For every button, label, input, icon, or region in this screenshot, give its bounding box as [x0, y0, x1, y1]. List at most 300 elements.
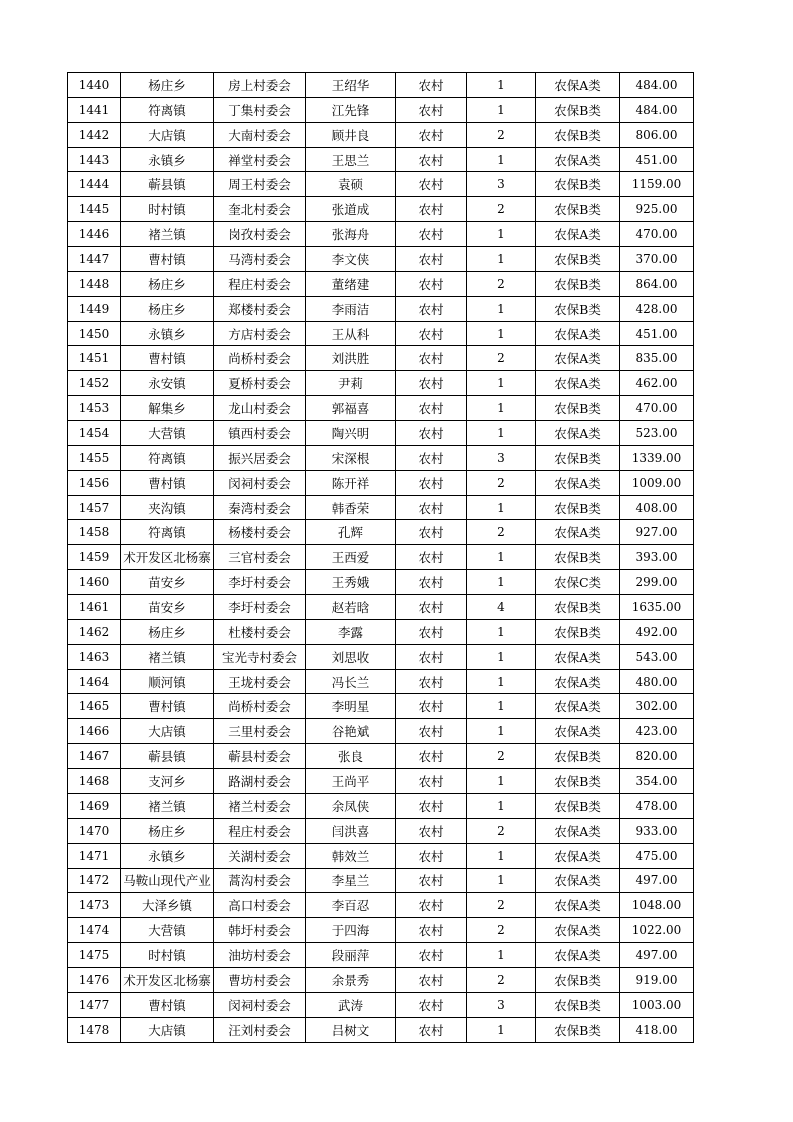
village-committee-cell: 振兴居委会: [214, 445, 306, 470]
township-cell: 大店镇: [121, 1017, 214, 1042]
row-number-cell: 1469: [68, 793, 121, 818]
household-count-cell: 1: [467, 644, 536, 669]
person-name-cell: 李百忍: [306, 893, 396, 918]
household-count-cell: 2: [467, 818, 536, 843]
village-committee-cell: 宝光寺村委会: [214, 644, 306, 669]
residence-type-cell: 农村: [396, 122, 467, 147]
village-committee-cell: 周王村委会: [214, 172, 306, 197]
person-name-cell: 吕树文: [306, 1017, 396, 1042]
residence-type-cell: 农村: [396, 595, 467, 620]
person-name-cell: 王绍华: [306, 73, 396, 98]
insurance-category-cell: 农保A类: [536, 818, 620, 843]
township-cell: 曹村镇: [121, 346, 214, 371]
table-row: [68, 918, 694, 943]
table-row: [68, 868, 694, 893]
township-cell: 杨庄乡: [121, 73, 214, 98]
amount-cell: 806.00: [620, 122, 694, 147]
insurance-category-cell: 农保B类: [536, 1017, 620, 1042]
township-cell: 夹沟镇: [121, 495, 214, 520]
row-number-cell: 1455: [68, 445, 121, 470]
township-cell: 杨庄乡: [121, 271, 214, 296]
insurance-category-cell: 农保B类: [536, 495, 620, 520]
village-committee-cell: 闵祠村委会: [214, 470, 306, 495]
amount-cell: 1003.00: [620, 992, 694, 1017]
village-committee-cell: 丁集村委会: [214, 97, 306, 122]
residence-type-cell: 农村: [396, 868, 467, 893]
township-cell: 大营镇: [121, 918, 214, 943]
residence-type-cell: 农村: [396, 843, 467, 868]
insurance-category-cell: 农保B类: [536, 396, 620, 421]
household-count-cell: 1: [467, 669, 536, 694]
residence-type-cell: 农村: [396, 644, 467, 669]
row-number-cell: 1453: [68, 396, 121, 421]
insurance-category-cell: 农保B类: [536, 619, 620, 644]
township-cell: 大泽乡镇: [121, 893, 214, 918]
residence-type-cell: 农村: [396, 371, 467, 396]
row-number-cell: 1451: [68, 346, 121, 371]
village-committee-cell: 镇西村委会: [214, 421, 306, 446]
insurance-category-cell: 农保A类: [536, 644, 620, 669]
person-name-cell: 张道成: [306, 197, 396, 222]
household-count-cell: 2: [467, 744, 536, 769]
residence-type-cell: 农村: [396, 967, 467, 992]
village-committee-cell: 禅堂村委会: [214, 147, 306, 172]
amount-cell: 1159.00: [620, 172, 694, 197]
residence-type-cell: 农村: [396, 470, 467, 495]
residence-type-cell: 农村: [396, 445, 467, 470]
row-number-cell: 1461: [68, 595, 121, 620]
row-number-cell: 1458: [68, 520, 121, 545]
household-count-cell: 2: [467, 918, 536, 943]
person-name-cell: 刘思收: [306, 644, 396, 669]
table-row: [68, 73, 694, 98]
insurance-category-cell: 农保A类: [536, 943, 620, 968]
table-row: [68, 893, 694, 918]
household-count-cell: 1: [467, 868, 536, 893]
insurance-category-cell: 农保B类: [536, 172, 620, 197]
village-committee-cell: 关湖村委会: [214, 843, 306, 868]
insurance-category-cell: 农保A类: [536, 371, 620, 396]
village-committee-cell: 高口村委会: [214, 893, 306, 918]
residence-type-cell: 农村: [396, 247, 467, 272]
table-row: [68, 97, 694, 122]
insurance-category-cell: 农保B类: [536, 247, 620, 272]
village-committee-cell: 蒿沟村委会: [214, 868, 306, 893]
table-row: [68, 595, 694, 620]
township-cell: 术开发区北杨寨: [121, 967, 214, 992]
person-name-cell: 陈开祥: [306, 470, 396, 495]
township-cell: 时村镇: [121, 943, 214, 968]
insurance-category-cell: 农保A类: [536, 868, 620, 893]
table-row: [68, 943, 694, 968]
insurance-category-cell: 农保B类: [536, 197, 620, 222]
row-number-cell: 1447: [68, 247, 121, 272]
person-name-cell: 宋深根: [306, 445, 396, 470]
table-body: [68, 73, 694, 1043]
amount-cell: 302.00: [620, 694, 694, 719]
row-number-cell: 1473: [68, 893, 121, 918]
village-committee-cell: 房上村委会: [214, 73, 306, 98]
village-committee-cell: 李圩村委会: [214, 570, 306, 595]
table-row: [68, 470, 694, 495]
residence-type-cell: 农村: [396, 396, 467, 421]
household-count-cell: 2: [467, 271, 536, 296]
amount-cell: 492.00: [620, 619, 694, 644]
row-number-cell: 1450: [68, 321, 121, 346]
village-committee-cell: 龙山村委会: [214, 396, 306, 421]
township-cell: 蕲县镇: [121, 172, 214, 197]
row-number-cell: 1446: [68, 222, 121, 247]
household-count-cell: 3: [467, 172, 536, 197]
person-name-cell: 江先锋: [306, 97, 396, 122]
table-row: [68, 346, 694, 371]
row-number-cell: 1467: [68, 744, 121, 769]
row-number-cell: 1459: [68, 545, 121, 570]
household-count-cell: 4: [467, 595, 536, 620]
person-name-cell: 孔辉: [306, 520, 396, 545]
village-committee-cell: 秦湾村委会: [214, 495, 306, 520]
person-name-cell: 韩香荣: [306, 495, 396, 520]
insurance-category-cell: 农保A类: [536, 694, 620, 719]
amount-cell: 393.00: [620, 545, 694, 570]
insurance-category-cell: 农保B类: [536, 595, 620, 620]
amount-cell: 480.00: [620, 669, 694, 694]
residence-type-cell: 农村: [396, 992, 467, 1017]
residence-type-cell: 农村: [396, 1017, 467, 1042]
household-count-cell: 2: [467, 470, 536, 495]
row-number-cell: 1464: [68, 669, 121, 694]
insurance-category-cell: 农保B类: [536, 122, 620, 147]
table-row: [68, 769, 694, 794]
village-committee-cell: 尚桥村委会: [214, 694, 306, 719]
residence-type-cell: 农村: [396, 147, 467, 172]
township-cell: 大店镇: [121, 719, 214, 744]
table-row: [68, 271, 694, 296]
household-count-cell: 3: [467, 992, 536, 1017]
amount-cell: 1009.00: [620, 470, 694, 495]
household-count-cell: 1: [467, 371, 536, 396]
insurance-category-cell: 农保B类: [536, 445, 620, 470]
residence-type-cell: 农村: [396, 570, 467, 595]
row-number-cell: 1468: [68, 769, 121, 794]
table-row: [68, 1017, 694, 1042]
residence-type-cell: 农村: [396, 943, 467, 968]
household-count-cell: 1: [467, 1017, 536, 1042]
household-count-cell: 1: [467, 247, 536, 272]
person-name-cell: 王西爱: [306, 545, 396, 570]
township-cell: 顺河镇: [121, 669, 214, 694]
table-row: [68, 570, 694, 595]
amount-cell: 925.00: [620, 197, 694, 222]
row-number-cell: 1457: [68, 495, 121, 520]
person-name-cell: 顾井良: [306, 122, 396, 147]
household-count-cell: 1: [467, 97, 536, 122]
village-committee-cell: 曹坊村委会: [214, 967, 306, 992]
residence-type-cell: 农村: [396, 271, 467, 296]
person-name-cell: 董绪建: [306, 271, 396, 296]
village-committee-cell: 大南村委会: [214, 122, 306, 147]
table-row: [68, 396, 694, 421]
township-cell: 时村镇: [121, 197, 214, 222]
township-cell: 术开发区北杨寨: [121, 545, 214, 570]
township-cell: 符离镇: [121, 445, 214, 470]
insurance-category-cell: 农保C类: [536, 570, 620, 595]
household-count-cell: 1: [467, 421, 536, 446]
residence-type-cell: 农村: [396, 520, 467, 545]
table-row: [68, 843, 694, 868]
village-committee-cell: 夏桥村委会: [214, 371, 306, 396]
amount-cell: 423.00: [620, 719, 694, 744]
township-cell: 杨庄乡: [121, 296, 214, 321]
residence-type-cell: 农村: [396, 793, 467, 818]
amount-cell: 370.00: [620, 247, 694, 272]
person-name-cell: 王从科: [306, 321, 396, 346]
township-cell: 永镇乡: [121, 147, 214, 172]
residence-type-cell: 农村: [396, 719, 467, 744]
amount-cell: 1339.00: [620, 445, 694, 470]
township-cell: 马鞍山现代产业: [121, 868, 214, 893]
table-row: [68, 694, 694, 719]
township-cell: 曹村镇: [121, 694, 214, 719]
row-number-cell: 1440: [68, 73, 121, 98]
amount-cell: 1635.00: [620, 595, 694, 620]
table-row: [68, 122, 694, 147]
amount-cell: 418.00: [620, 1017, 694, 1042]
row-number-cell: 1466: [68, 719, 121, 744]
township-cell: 曹村镇: [121, 470, 214, 495]
residence-type-cell: 农村: [396, 769, 467, 794]
row-number-cell: 1443: [68, 147, 121, 172]
amount-cell: 523.00: [620, 421, 694, 446]
person-name-cell: 王秀娥: [306, 570, 396, 595]
household-count-cell: 2: [467, 197, 536, 222]
residence-type-cell: 农村: [396, 495, 467, 520]
household-count-cell: 1: [467, 719, 536, 744]
amount-cell: 1048.00: [620, 893, 694, 918]
township-cell: 支河乡: [121, 769, 214, 794]
person-name-cell: 余景秀: [306, 967, 396, 992]
township-cell: 大店镇: [121, 122, 214, 147]
amount-cell: 864.00: [620, 271, 694, 296]
person-name-cell: 于四海: [306, 918, 396, 943]
person-name-cell: 武涛: [306, 992, 396, 1017]
row-number-cell: 1444: [68, 172, 121, 197]
amount-cell: 820.00: [620, 744, 694, 769]
residence-type-cell: 农村: [396, 172, 467, 197]
residence-type-cell: 农村: [396, 893, 467, 918]
amount-cell: 299.00: [620, 570, 694, 595]
amount-cell: 475.00: [620, 843, 694, 868]
insurance-category-cell: 农保A类: [536, 893, 620, 918]
insurance-category-cell: 农保A类: [536, 520, 620, 545]
row-number-cell: 1471: [68, 843, 121, 868]
amount-cell: 835.00: [620, 346, 694, 371]
welfare-roster-table: [67, 72, 694, 1043]
table-row: [68, 793, 694, 818]
table-row: [68, 495, 694, 520]
insurance-category-cell: 农保A类: [536, 147, 620, 172]
row-number-cell: 1470: [68, 818, 121, 843]
residence-type-cell: 农村: [396, 197, 467, 222]
village-committee-cell: 岗孜村委会: [214, 222, 306, 247]
person-name-cell: 张良: [306, 744, 396, 769]
household-count-cell: 1: [467, 321, 536, 346]
insurance-category-cell: 农保B类: [536, 769, 620, 794]
township-cell: 苗安乡: [121, 570, 214, 595]
row-number-cell: 1448: [68, 271, 121, 296]
amount-cell: 451.00: [620, 321, 694, 346]
village-committee-cell: 程庄村委会: [214, 818, 306, 843]
row-number-cell: 1476: [68, 967, 121, 992]
person-name-cell: 陶兴明: [306, 421, 396, 446]
insurance-category-cell: 农保A类: [536, 73, 620, 98]
residence-type-cell: 农村: [396, 545, 467, 570]
village-committee-cell: 尚桥村委会: [214, 346, 306, 371]
table-row: [68, 644, 694, 669]
amount-cell: 1022.00: [620, 918, 694, 943]
table-row: [68, 222, 694, 247]
table-row: [68, 321, 694, 346]
amount-cell: 933.00: [620, 818, 694, 843]
table-row: [68, 744, 694, 769]
insurance-category-cell: 农保A类: [536, 843, 620, 868]
township-cell: 杨庄乡: [121, 619, 214, 644]
row-number-cell: 1463: [68, 644, 121, 669]
residence-type-cell: 农村: [396, 296, 467, 321]
residence-type-cell: 农村: [396, 818, 467, 843]
township-cell: 大营镇: [121, 421, 214, 446]
township-cell: 永镇乡: [121, 321, 214, 346]
row-number-cell: 1475: [68, 943, 121, 968]
amount-cell: 462.00: [620, 371, 694, 396]
township-cell: 永镇乡: [121, 843, 214, 868]
residence-type-cell: 农村: [396, 97, 467, 122]
amount-cell: 484.00: [620, 97, 694, 122]
table-row: [68, 520, 694, 545]
household-count-cell: 1: [467, 769, 536, 794]
township-cell: 褚兰镇: [121, 644, 214, 669]
table-row: [68, 147, 694, 172]
insurance-category-cell: 农保A类: [536, 669, 620, 694]
village-committee-cell: 汪刘村委会: [214, 1017, 306, 1042]
village-committee-cell: 闵祠村委会: [214, 992, 306, 1017]
amount-cell: 354.00: [620, 769, 694, 794]
row-number-cell: 1449: [68, 296, 121, 321]
row-number-cell: 1460: [68, 570, 121, 595]
amount-cell: 408.00: [620, 495, 694, 520]
village-committee-cell: 杜楼村委会: [214, 619, 306, 644]
household-count-cell: 1: [467, 545, 536, 570]
village-committee-cell: 杨楼村委会: [214, 520, 306, 545]
amount-cell: 428.00: [620, 296, 694, 321]
person-name-cell: 李星兰: [306, 868, 396, 893]
amount-cell: 543.00: [620, 644, 694, 669]
household-count-cell: 1: [467, 396, 536, 421]
insurance-category-cell: 农保B类: [536, 793, 620, 818]
township-cell: 褚兰镇: [121, 793, 214, 818]
village-committee-cell: 王垅村委会: [214, 669, 306, 694]
person-name-cell: 谷艳斌: [306, 719, 396, 744]
table-row: [68, 445, 694, 470]
residence-type-cell: 农村: [396, 669, 467, 694]
table-row: [68, 296, 694, 321]
residence-type-cell: 农村: [396, 321, 467, 346]
amount-cell: 497.00: [620, 868, 694, 893]
township-cell: 苗安乡: [121, 595, 214, 620]
village-committee-cell: 褚兰村委会: [214, 793, 306, 818]
household-count-cell: 1: [467, 570, 536, 595]
insurance-category-cell: 农保B类: [536, 271, 620, 296]
table-row: [68, 992, 694, 1017]
person-name-cell: 赵若晗: [306, 595, 396, 620]
amount-cell: 470.00: [620, 396, 694, 421]
row-number-cell: 1445: [68, 197, 121, 222]
township-cell: 曹村镇: [121, 247, 214, 272]
amount-cell: 497.00: [620, 943, 694, 968]
person-name-cell: 张海舟: [306, 222, 396, 247]
row-number-cell: 1477: [68, 992, 121, 1017]
table-row: [68, 818, 694, 843]
table-row: [68, 247, 694, 272]
household-count-cell: 2: [467, 122, 536, 147]
person-name-cell: 刘洪胜: [306, 346, 396, 371]
village-committee-cell: 马湾村委会: [214, 247, 306, 272]
table-row: [68, 967, 694, 992]
village-committee-cell: 李圩村委会: [214, 595, 306, 620]
household-count-cell: 2: [467, 520, 536, 545]
township-cell: 符离镇: [121, 97, 214, 122]
person-name-cell: 王思兰: [306, 147, 396, 172]
insurance-category-cell: 农保B类: [536, 992, 620, 1017]
residence-type-cell: 农村: [396, 73, 467, 98]
household-count-cell: 1: [467, 296, 536, 321]
village-committee-cell: 路湖村委会: [214, 769, 306, 794]
household-count-cell: 2: [467, 893, 536, 918]
household-count-cell: 1: [467, 694, 536, 719]
residence-type-cell: 农村: [396, 222, 467, 247]
residence-type-cell: 农村: [396, 918, 467, 943]
amount-cell: 451.00: [620, 147, 694, 172]
village-committee-cell: 三官村委会: [214, 545, 306, 570]
person-name-cell: 尹莉: [306, 371, 396, 396]
row-number-cell: 1454: [68, 421, 121, 446]
row-number-cell: 1441: [68, 97, 121, 122]
table-row: [68, 619, 694, 644]
residence-type-cell: 农村: [396, 619, 467, 644]
insurance-category-cell: 农保A类: [536, 421, 620, 446]
insurance-category-cell: 农保B类: [536, 744, 620, 769]
person-name-cell: 韩效兰: [306, 843, 396, 868]
household-count-cell: 1: [467, 73, 536, 98]
insurance-category-cell: 农保A类: [536, 470, 620, 495]
household-count-cell: 1: [467, 793, 536, 818]
household-count-cell: 2: [467, 346, 536, 371]
insurance-category-cell: 农保B类: [536, 967, 620, 992]
village-committee-cell: 蕲县村委会: [214, 744, 306, 769]
person-name-cell: 冯长兰: [306, 669, 396, 694]
village-committee-cell: 三里村委会: [214, 719, 306, 744]
amount-cell: 919.00: [620, 967, 694, 992]
village-committee-cell: 方店村委会: [214, 321, 306, 346]
household-count-cell: 1: [467, 495, 536, 520]
person-name-cell: 段丽萍: [306, 943, 396, 968]
insurance-category-cell: 农保A类: [536, 918, 620, 943]
table-row: [68, 371, 694, 396]
amount-cell: 484.00: [620, 73, 694, 98]
table-row: [68, 719, 694, 744]
insurance-category-cell: 农保A类: [536, 321, 620, 346]
household-count-cell: 1: [467, 619, 536, 644]
